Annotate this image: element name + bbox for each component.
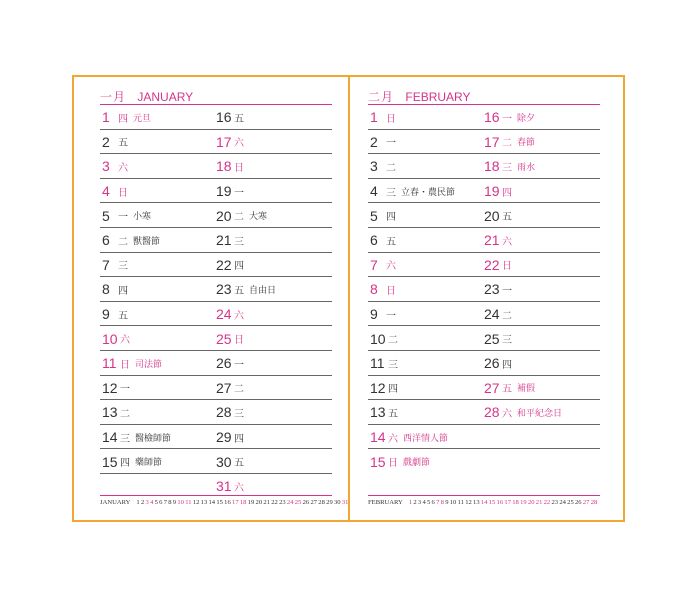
- strip-day: 11: [185, 499, 192, 506]
- strip-day: 16: [496, 499, 504, 506]
- strip-day: 23: [551, 499, 559, 506]
- day-number: 25: [484, 330, 500, 347]
- month-name-en: FEBRUARY: [405, 90, 471, 104]
- day-number: 20: [216, 207, 232, 224]
- day-entry[interactable]: [484, 277, 512, 302]
- day-number: 14: [102, 429, 118, 446]
- weekday-label: 二: [386, 162, 396, 174]
- strip-day: 18: [239, 499, 247, 506]
- strip-day: 25: [294, 499, 302, 506]
- day-entry[interactable]: [216, 203, 267, 228]
- day-row: [368, 376, 600, 401]
- day-number: 11: [370, 355, 385, 372]
- day-row: [100, 425, 332, 450]
- strip-day: 18: [512, 499, 519, 506]
- day-entry[interactable]: [216, 228, 244, 253]
- weekday-label: 一: [120, 384, 130, 396]
- day-entry[interactable]: [216, 179, 244, 204]
- day-entry[interactable]: [216, 154, 244, 179]
- day-entry[interactable]: [216, 425, 244, 450]
- strip-day: 4: [150, 499, 154, 506]
- day-row: [100, 302, 332, 327]
- day-number: 26: [484, 355, 500, 372]
- page-january: [100, 75, 349, 522]
- strip-day: 14: [208, 499, 216, 506]
- weekday-label: 四: [234, 261, 244, 273]
- month-name-zh: 二月: [368, 90, 395, 104]
- day-entry[interactable]: [102, 130, 128, 155]
- strip-day: 29: [326, 499, 333, 506]
- strip-day: 1: [408, 499, 413, 506]
- day-entry[interactable]: [484, 228, 512, 253]
- day-entry[interactable]: [216, 277, 276, 302]
- strip-day: 24: [286, 499, 294, 506]
- holiday-label: 立春・農民節: [401, 187, 456, 198]
- day-row: [368, 277, 600, 302]
- holiday-label: 司法節: [135, 359, 163, 370]
- weekday-label: 六: [234, 482, 244, 494]
- weekday-label: 一: [386, 138, 396, 150]
- strip-day: 24: [559, 499, 566, 506]
- strip-day: 8: [440, 499, 444, 506]
- weekday-label: 日: [388, 458, 398, 470]
- day-entry[interactable]: [216, 253, 244, 278]
- day-number: 23: [484, 281, 500, 298]
- day-number: 13: [102, 404, 118, 421]
- weekday-label: 三: [386, 187, 396, 199]
- day-row: [100, 277, 332, 302]
- month-day-strip: [368, 495, 600, 510]
- day-row: [100, 253, 332, 278]
- strip-day: 2: [140, 499, 145, 506]
- day-entry[interactable]: [370, 253, 396, 278]
- strip-day: 21: [263, 499, 270, 506]
- day-entry[interactable]: [370, 351, 398, 376]
- day-entry[interactable]: [102, 277, 128, 302]
- weekday-label: 五: [388, 408, 398, 420]
- day-row: [368, 351, 600, 376]
- strip-day: 13: [200, 499, 208, 506]
- day-number: 28: [484, 404, 500, 421]
- weekday-label: 三: [118, 261, 128, 273]
- day-number: 7: [370, 256, 378, 273]
- strip-day: 5: [154, 499, 158, 506]
- weekday-label: 一: [234, 187, 244, 199]
- strip-day: 25: [567, 499, 574, 506]
- day-number: 16: [216, 109, 232, 126]
- day-entry[interactable]: [216, 376, 244, 401]
- weekday-label: 一: [234, 359, 244, 371]
- strip-day: 13: [473, 499, 480, 506]
- day-entry[interactable]: [102, 449, 162, 474]
- day-row: [100, 326, 332, 351]
- weekday-label: 五: [234, 285, 244, 297]
- strip-day: 5: [427, 499, 431, 506]
- holiday-label: 雨水: [517, 162, 536, 173]
- weekday-label: 三: [502, 162, 512, 174]
- holiday-label: 自由日: [249, 285, 277, 296]
- strip-day: 23: [279, 499, 286, 506]
- day-number: 6: [370, 232, 378, 249]
- weekday-label: 三: [120, 433, 130, 445]
- weekday-label: 三: [234, 408, 244, 420]
- day-row: [100, 203, 332, 228]
- day-entry[interactable]: [370, 425, 448, 450]
- strip-day: 20: [255, 499, 263, 506]
- strip-day: 12: [192, 499, 200, 506]
- strip-day: 28: [318, 499, 325, 506]
- strip-day: 1: [136, 499, 140, 506]
- day-number: 28: [216, 404, 232, 421]
- month-heading: [100, 90, 332, 105]
- strip-day: 22: [543, 499, 551, 506]
- weekday-label: 五: [118, 310, 128, 322]
- day-entry[interactable]: [484, 179, 512, 204]
- day-number: 16: [484, 109, 500, 126]
- strip-day: 6: [431, 499, 435, 506]
- day-entry[interactable]: [370, 228, 396, 253]
- day-entry[interactable]: [484, 326, 512, 351]
- day-row: [100, 376, 332, 401]
- day-entry[interactable]: [216, 351, 244, 376]
- strip-day: 3: [417, 499, 422, 506]
- weekday-label: 日: [502, 261, 512, 273]
- weekday-label: 一: [386, 310, 396, 322]
- strip-day: 6: [159, 499, 163, 506]
- day-number: 2: [370, 133, 378, 150]
- day-entry[interactable]: [102, 179, 128, 204]
- day-number: 2: [102, 133, 110, 150]
- strip-day: 17: [504, 499, 511, 506]
- day-row: [368, 449, 600, 474]
- day-row: [368, 400, 600, 425]
- day-entry[interactable]: [102, 154, 128, 179]
- strip-day: 27: [310, 499, 318, 506]
- strip-days: [409, 499, 599, 506]
- day-entry[interactable]: [216, 449, 244, 474]
- strip-day: 9: [445, 499, 449, 506]
- day-entry[interactable]: [484, 400, 562, 425]
- weekday-label: 四: [118, 113, 128, 125]
- weekday-label: 日: [234, 162, 244, 174]
- weekday-label: 二: [234, 384, 244, 396]
- day-row: [100, 130, 332, 155]
- day-number: 14: [370, 429, 386, 446]
- weekday-label: 日: [234, 335, 244, 347]
- day-number: 17: [216, 133, 232, 150]
- strip-label: JANUARY: [100, 499, 131, 506]
- holiday-label: 春節: [517, 138, 536, 149]
- day-number: 21: [216, 232, 232, 249]
- day-number: 27: [484, 379, 500, 396]
- strip-day: 4: [422, 499, 426, 506]
- day-number: 21: [484, 232, 500, 249]
- day-entry[interactable]: [370, 449, 430, 474]
- day-entry[interactable]: [216, 302, 244, 327]
- day-number: 20: [484, 207, 500, 224]
- weekday-label: 四: [120, 458, 130, 470]
- day-number: 10: [102, 330, 118, 347]
- day-number: 19: [216, 183, 232, 200]
- weekday-label: 五: [502, 212, 512, 224]
- page-february: [368, 75, 600, 522]
- day-entry[interactable]: [102, 326, 130, 351]
- strip-day: 15: [216, 499, 223, 506]
- day-number: 13: [370, 404, 386, 421]
- day-entry[interactable]: [370, 130, 396, 155]
- day-entry[interactable]: [370, 302, 396, 327]
- day-entry[interactable]: [102, 425, 171, 450]
- day-number: 4: [102, 183, 110, 200]
- weekday-label: 日: [386, 285, 396, 297]
- holiday-label: 大寒: [249, 212, 268, 223]
- day-number: 10: [370, 330, 386, 347]
- day-row: [368, 425, 600, 450]
- weekday-label: 一: [118, 212, 128, 224]
- weekday-label: 二: [388, 335, 398, 347]
- holiday-label: 元旦: [133, 113, 152, 124]
- holiday-label: 獸醫節: [133, 236, 161, 247]
- month-heading: [368, 90, 600, 105]
- day-row: [100, 400, 332, 425]
- strip-day: 3: [145, 499, 149, 506]
- day-number: 26: [216, 355, 232, 372]
- strip-day: 31: [341, 499, 349, 506]
- day-row: [368, 105, 600, 130]
- day-entry[interactable]: [484, 376, 535, 401]
- day-number: 8: [370, 281, 378, 298]
- strip-day: 8: [168, 499, 172, 506]
- day-entry[interactable]: [484, 351, 512, 376]
- weekday-label: 四: [386, 212, 396, 224]
- day-number: 24: [216, 306, 232, 323]
- strip-day: 14: [480, 499, 488, 506]
- weekday-label: 五: [234, 458, 244, 470]
- strip-day: 28: [590, 499, 598, 506]
- day-entry[interactable]: [484, 253, 512, 278]
- strip-day: 30: [333, 499, 341, 506]
- day-number: 15: [102, 453, 118, 470]
- weekday-label: 日: [386, 113, 396, 125]
- day-number: 9: [102, 306, 110, 323]
- day-number: 17: [484, 133, 500, 150]
- day-number: 18: [216, 158, 232, 175]
- holiday-label: 除夕: [517, 113, 536, 124]
- day-number: 24: [484, 306, 500, 323]
- day-entry[interactable]: [370, 376, 398, 401]
- holiday-label: 藥師節: [135, 458, 163, 469]
- day-number: 29: [216, 429, 232, 446]
- day-entry[interactable]: [370, 400, 398, 425]
- weekday-label: 五: [386, 236, 396, 248]
- strip-day: 21: [535, 499, 543, 506]
- weekday-label: 二: [502, 310, 512, 322]
- day-number: 3: [370, 158, 378, 175]
- month-name-en: JANUARY: [137, 90, 194, 104]
- holiday-label: 小寒: [133, 212, 152, 223]
- weekday-label: 二: [120, 408, 130, 420]
- weekday-label: 六: [234, 310, 244, 322]
- day-number: 5: [370, 207, 378, 224]
- weekday-label: 二: [118, 236, 128, 248]
- strip-day: 22: [271, 499, 278, 506]
- weekday-label: 五: [502, 384, 512, 396]
- weekday-label: 二: [502, 138, 512, 150]
- day-entry[interactable]: [102, 400, 130, 425]
- day-entry[interactable]: [216, 130, 244, 155]
- holiday-label: 醫檢師節: [135, 433, 172, 444]
- strip-day: 2: [413, 499, 417, 506]
- day-number: 4: [370, 183, 378, 200]
- day-row: [368, 228, 600, 253]
- weekday-label: 五: [234, 113, 244, 125]
- weekday-label: 三: [234, 236, 244, 248]
- day-number: 30: [216, 453, 232, 470]
- day-entry[interactable]: [102, 376, 130, 401]
- strip-day: 19: [247, 499, 255, 506]
- day-entry[interactable]: [484, 105, 535, 130]
- weekday-label: 六: [388, 433, 398, 445]
- holiday-label: 西洋情人節: [403, 433, 449, 444]
- day-row: [100, 449, 332, 474]
- day-row: [368, 130, 600, 155]
- strip-day: 11: [457, 499, 464, 506]
- day-number: 11: [102, 355, 117, 372]
- weekday-label: 三: [502, 335, 512, 347]
- day-entry[interactable]: [484, 302, 512, 327]
- day-row: [100, 228, 332, 253]
- weekday-label: 四: [234, 433, 244, 445]
- day-entry[interactable]: [370, 326, 398, 351]
- day-number: 8: [102, 281, 110, 298]
- strip-days: [136, 499, 349, 506]
- day-number: 1: [102, 109, 110, 126]
- weekday-label: 一: [502, 113, 512, 125]
- day-entry[interactable]: [102, 253, 128, 278]
- day-entry[interactable]: [370, 154, 396, 179]
- weekday-label: 日: [120, 359, 130, 371]
- weekday-label: 一: [502, 285, 512, 297]
- strip-day: 16: [224, 499, 231, 506]
- holiday-label: 和平紀念日: [517, 408, 563, 419]
- day-number: 18: [484, 158, 500, 175]
- day-number: 6: [102, 232, 110, 249]
- weekday-label: 四: [502, 187, 512, 199]
- day-number: 12: [370, 379, 386, 396]
- day-entry[interactable]: [102, 105, 151, 130]
- day-row: [100, 105, 332, 130]
- strip-day: 19: [520, 499, 527, 506]
- day-number: 5: [102, 207, 110, 224]
- day-row: [368, 203, 600, 228]
- weekday-label: 六: [118, 162, 128, 174]
- weekday-label: 五: [118, 138, 128, 150]
- day-row: [100, 351, 332, 376]
- day-entry[interactable]: [216, 326, 244, 351]
- day-entry[interactable]: [370, 203, 396, 228]
- strip-day: 26: [302, 499, 310, 506]
- weekday-label: 日: [118, 187, 128, 199]
- day-entry[interactable]: [370, 277, 396, 302]
- day-number: 22: [216, 256, 232, 273]
- holiday-label: 補假: [517, 384, 536, 395]
- strip-day: 9: [172, 499, 177, 506]
- strip-day: 17: [232, 499, 239, 506]
- strip-day: 10: [177, 499, 184, 506]
- day-entry[interactable]: [370, 105, 396, 130]
- weekday-label: 三: [388, 359, 398, 371]
- weekday-label: 二: [234, 212, 244, 224]
- day-entry[interactable]: [102, 302, 128, 327]
- day-entry[interactable]: [484, 203, 512, 228]
- weekday-label: 六: [234, 138, 244, 150]
- day-entry[interactable]: [216, 105, 244, 130]
- weekday-label: 六: [502, 236, 512, 248]
- day-entry[interactable]: [484, 130, 535, 155]
- day-number: 22: [484, 256, 500, 273]
- day-number: 9: [370, 306, 378, 323]
- day-number: 27: [216, 379, 232, 396]
- day-number: 19: [484, 183, 500, 200]
- day-row: [368, 302, 600, 327]
- day-entry[interactable]: [484, 154, 535, 179]
- day-number: 23: [216, 281, 232, 298]
- day-number: 15: [370, 453, 386, 470]
- holiday-label: 戲劇節: [403, 458, 431, 469]
- day-row: [100, 154, 332, 179]
- day-row: [368, 253, 600, 278]
- strip-day: 7: [163, 499, 167, 506]
- weekday-label: 四: [118, 285, 128, 297]
- day-number: 25: [216, 330, 232, 347]
- day-number: 1: [370, 109, 378, 126]
- strip-day: 20: [527, 499, 535, 506]
- strip-day: 26: [575, 499, 582, 506]
- weekday-label: 六: [386, 261, 396, 273]
- month-day-strip: [100, 495, 349, 510]
- day-number: 3: [102, 158, 110, 175]
- day-row: [368, 326, 600, 351]
- day-entry[interactable]: [370, 179, 455, 204]
- strip-label: FEBRUARY: [368, 499, 403, 506]
- day-row: [100, 179, 332, 204]
- month-name-zh: 一月: [100, 90, 127, 104]
- day-row: [368, 179, 600, 204]
- day-entry[interactable]: [102, 351, 162, 376]
- strip-day: 15: [488, 499, 496, 506]
- day-number: 12: [102, 379, 118, 396]
- day-row: [368, 154, 600, 179]
- day-entry[interactable]: [216, 400, 244, 425]
- day-number: 31: [216, 478, 232, 495]
- strip-day: 10: [449, 499, 457, 506]
- day-number: 7: [102, 256, 110, 273]
- planner-spine: [348, 75, 350, 522]
- weekday-label: 四: [388, 384, 398, 396]
- weekday-label: 六: [502, 408, 512, 420]
- strip-day: 7: [436, 499, 440, 506]
- weekday-label: 四: [502, 359, 512, 371]
- day-entry[interactable]: [102, 228, 160, 253]
- strip-day: 12: [465, 499, 472, 506]
- weekday-label: 六: [120, 335, 130, 347]
- day-entry[interactable]: [102, 203, 151, 228]
- strip-day: 27: [582, 499, 590, 506]
